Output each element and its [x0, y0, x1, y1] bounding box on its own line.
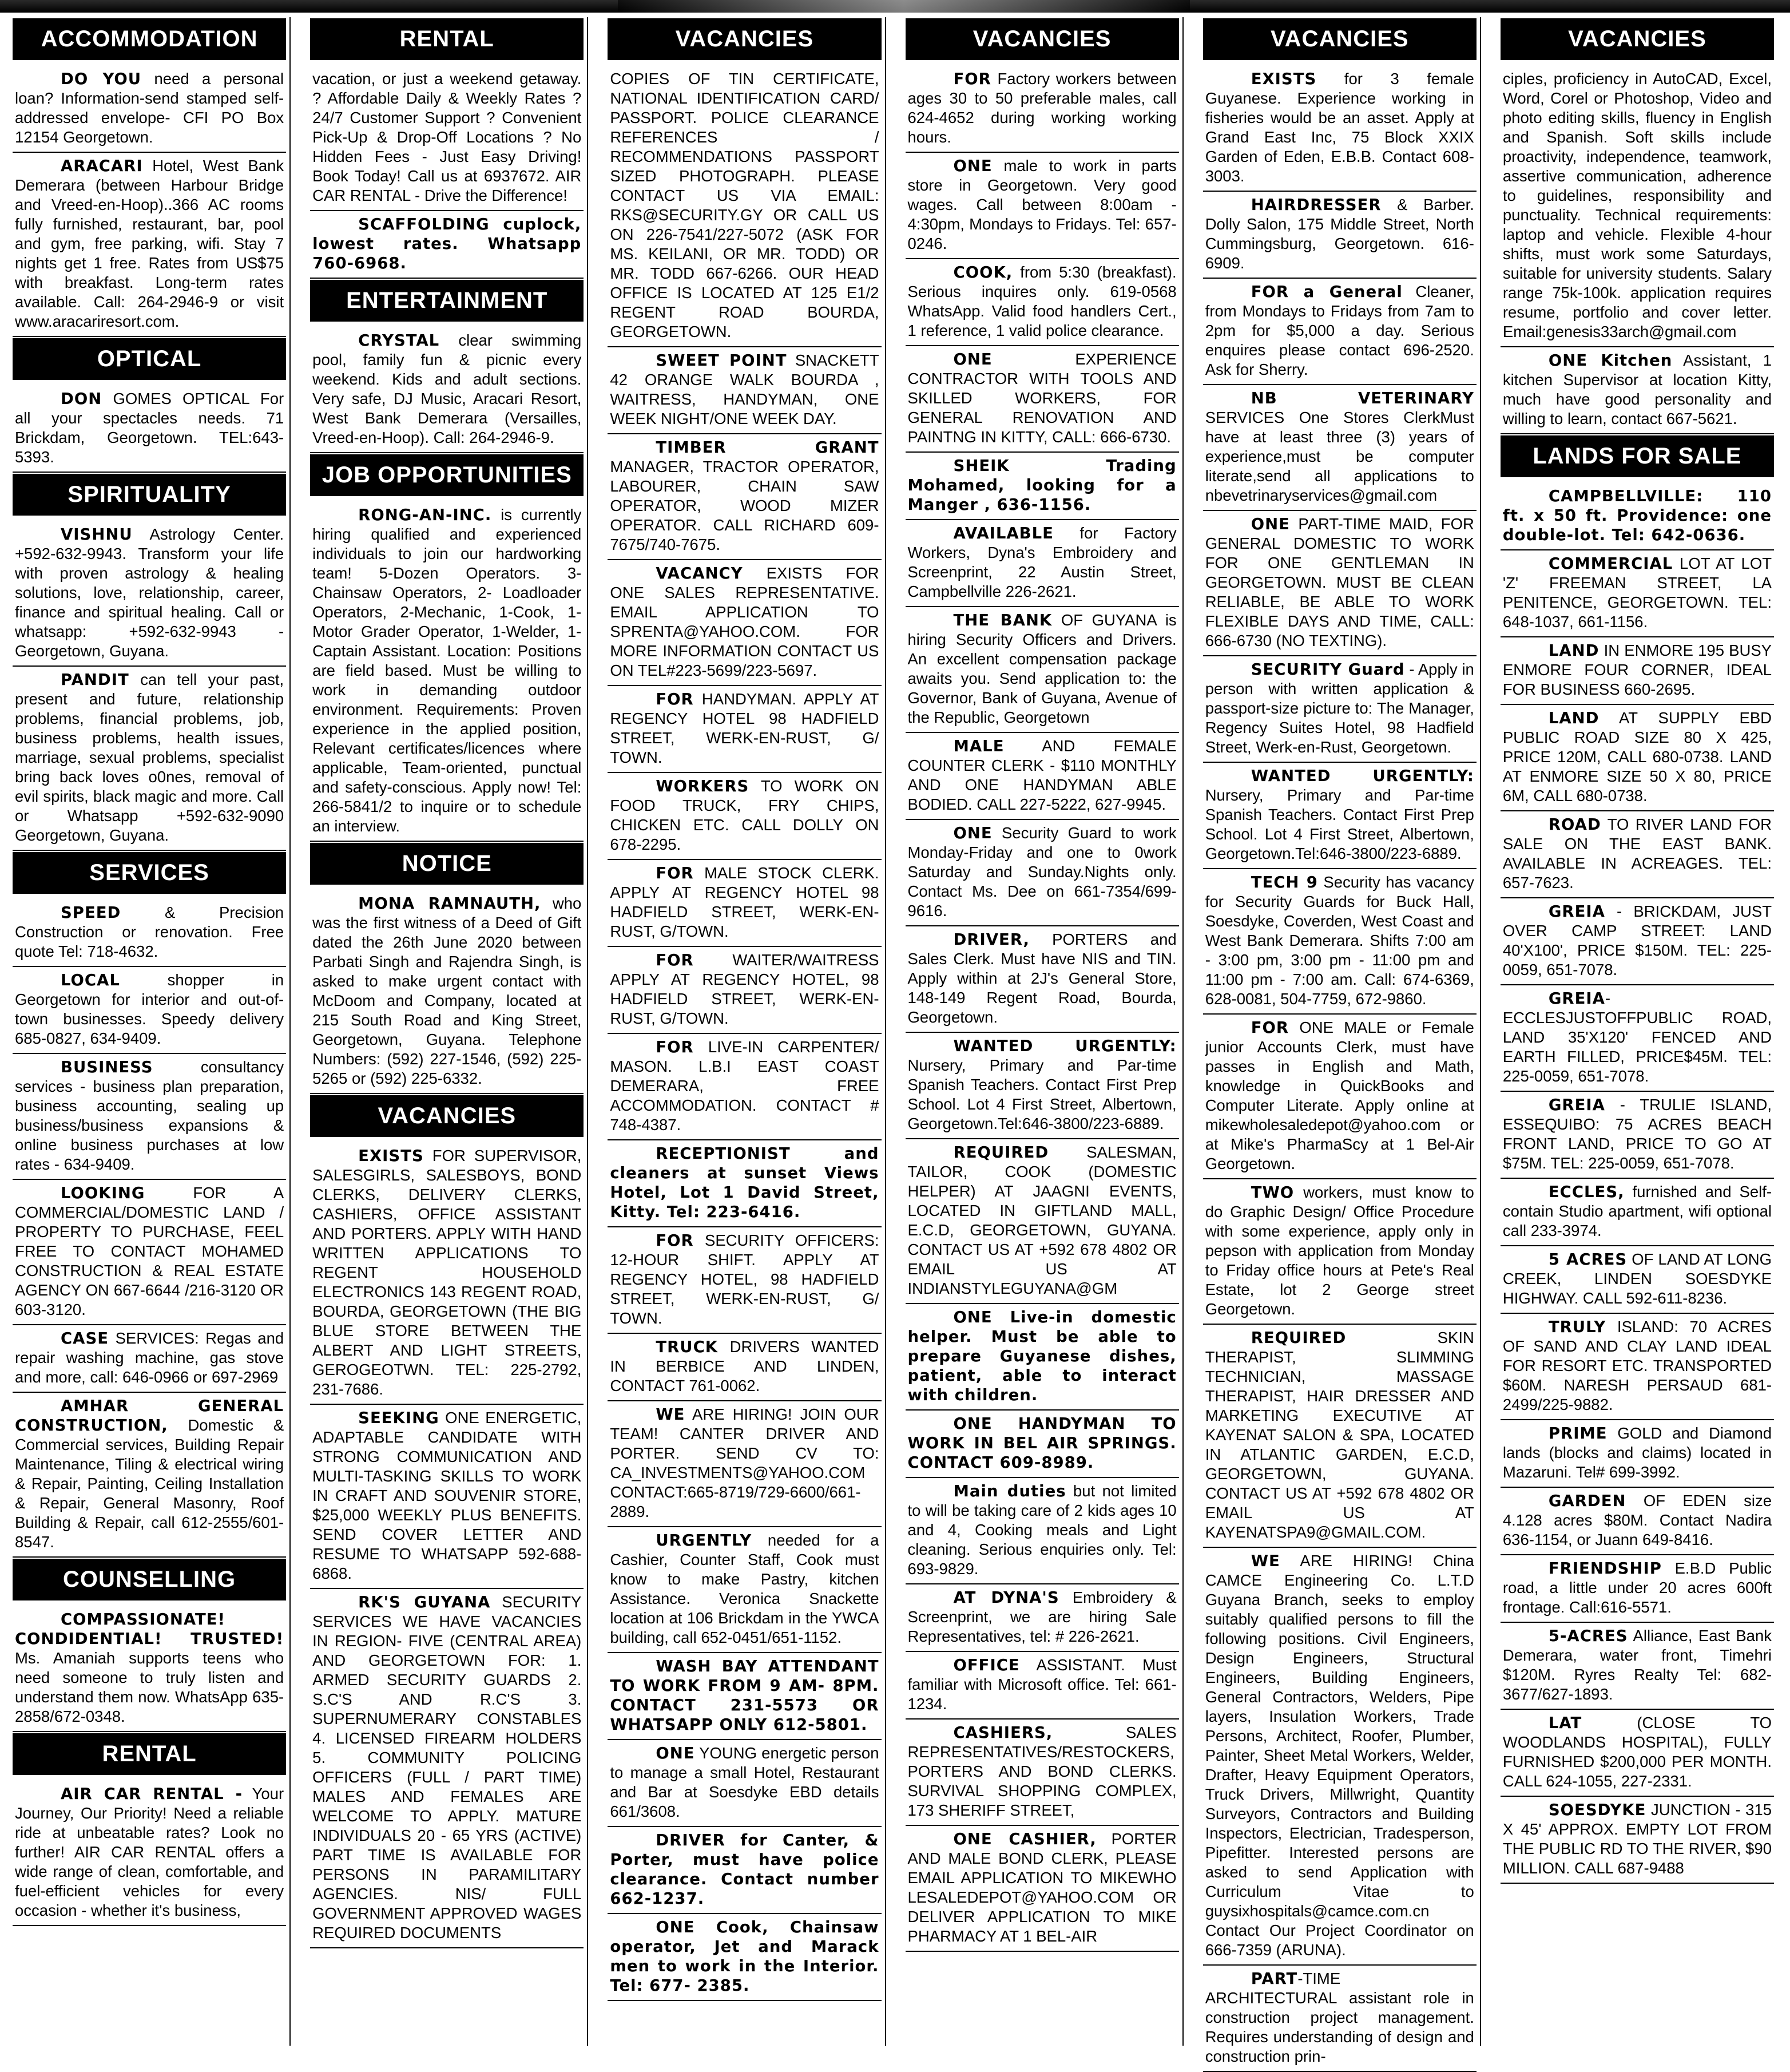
- classified-ad: [310, 327, 584, 453]
- ad-lead-text: TIMBER GRANT: [656, 438, 879, 457]
- classified-ad: [1203, 66, 1477, 192]
- ad-lead-text: REQUIRED: [953, 1143, 1049, 1162]
- classified-ad: [13, 66, 286, 153]
- ad-body-text: for 3 female Guyanese. Experience working in fisheries would be an asset. Apply at Grand East Inc, 75 Block XXIX Garden of Eden, E.B.B. Contact 608-3003.: [1205, 70, 1474, 185]
- classified-ad: [1501, 705, 1774, 811]
- classified-ad: [13, 1325, 286, 1393]
- classified-ad: [1501, 1797, 1774, 1884]
- column-3: [608, 17, 886, 2046]
- ad-lead-text: ONE: [656, 1744, 695, 1762]
- ad-lead-text: MALE: [953, 737, 1005, 755]
- section-heading: COUNSELLING: [13, 1559, 286, 1600]
- classified-ad: [13, 900, 286, 967]
- ad-lead-text: GREIA: [1548, 902, 1605, 921]
- ad-body-text: Factory workers between ages 30 to 50 preferable males, call 624-4652 during working working hours.: [907, 70, 1177, 146]
- ad-lead-text: AMHAR GENERAL CONSTRUCTION,: [15, 1397, 284, 1435]
- classified-ad: [1203, 869, 1477, 1015]
- ad-lead-text: VISHNU: [61, 525, 133, 544]
- ad-body-text: is currently hiring qualified and experienced individuals to join our hardworking team! 5-Dozen Operators. 3-Chainsaw Operators, 2- Loadloader Operators, 2-Mechanic, 1-Cook, 1-Motor Grader Operator, 1-Welder, 1-Captain Assistant. Location: Positions are field based. Must be willing to work in demanding outdoor environment. Requirements: Proven experience in the applied position, Relevant certificates/licences where applicable, Team-oriented, punctual and safety-conscious. Apply now! Tel: 266-5841/2 to inquire or to schedule an interview.: [312, 506, 582, 835]
- ad-body-text: can tell your past, present and future, relationship problems, financial problems, job, business problems, health issues, marriage, sexual problems, specialist bring back loves o0nes, removal of evil spirits, black magic and more. Call or Whatsapp +592-632-9090 Georgetown, Guyana.: [15, 671, 284, 844]
- classified-ad: [1203, 1966, 1477, 2072]
- classified-ad: [13, 521, 286, 667]
- ad-lead-text: CAMPBELLVILLE: 110 ft. x 50 ft. Providence: one double-lot. Tel: 642-0636.: [1502, 487, 1772, 544]
- ad-body-text: workers, must know to do Graphic Design/ Office Procedure with some experience, apply only in pepson with application from Monday to Friday office hours at Pete's Real Estate, lot 2 George street Georgetown.: [1205, 1183, 1474, 1318]
- section-heading: VACANCIES: [906, 18, 1179, 60]
- classified-ad: [1501, 550, 1774, 637]
- ad-lead-text: FOR: [953, 70, 991, 88]
- ad-lead-text: GREIA: [1548, 1096, 1605, 1114]
- column-2: [310, 17, 588, 2046]
- ad-body-text: OF GUYANA is hiring Security Officers and Drivers. An excellent compensation package awaits you. Send application to: the Governor, Bank of Guyana, Avenue of the Republic, Georgetown: [907, 611, 1177, 726]
- classified-ad: [608, 1401, 881, 1527]
- classified-ad: [1501, 1555, 1774, 1623]
- ad-body-text: COPIES OF TIN CERTIFICATE, NATIONAL IDENTIFICATION CARD/ PASSPORT. POLICE CLEARANCE REFERENCES / RECOMMENDATIONS PASSPORT SIZED PHOTOGRAPH. PLEASE CONTACT US VIA EMAIL: RKS@SECURITY.GY OR CALL US ON 226-7541/227-5072 (ASK FOR MS. KEILANI, OR MR. TODD) OR MR. TODD 667-6266. OUR HEAD OFFICE IS LOCATED AT 125 E1/2 REGENT ROAD BOURDA, GEORGETOWN.: [610, 70, 879, 340]
- ad-lead-text: MONA RAMNAUTH,: [358, 894, 541, 913]
- classified-ad: [608, 1334, 881, 1401]
- classified-ad: [13, 667, 286, 851]
- ad-body-text: ONE ENERGETIC, ADAPTABLE CANDIDATE WITH STRONG COMMUNICATION AND MULTI-TASKING SKILLS TO WORK IN CRAFT AND SOUVENIR STORE, $25,000 WEEKLY PLUS BENEFITS. SEND COVER LETTER AND RESUME TO WHATSAPP 592-688-6868.: [312, 1409, 582, 1582]
- ad-lead-text: FOR: [656, 951, 694, 969]
- ad-body-text: need a personal loan? Information-send stamped self-addressed envelope- CFI PO Box 12154 Georgetown.: [15, 70, 284, 146]
- ad-lead-text: FOR: [656, 1231, 694, 1250]
- ad-lead-text: GREIA: [1548, 989, 1605, 1008]
- classified-ad: [906, 346, 1179, 453]
- classifieds-page: [13, 17, 1777, 2065]
- classified-ad: [1501, 1488, 1774, 1555]
- section-heading: ACCOMMODATION: [13, 18, 286, 60]
- ad-lead-text: THE BANK: [953, 611, 1053, 629]
- classified-ad: [906, 520, 1179, 607]
- classified-ad: [310, 1589, 584, 1948]
- classified-ad: [906, 733, 1179, 820]
- ad-body-text: AND FEMALE COUNTER CLERK - $110 MONTHLY AND ONE HANDYMAN ABLE BODIED. CALL 227-5222, 627-9945.: [907, 737, 1177, 813]
- section-heading: LANDS FOR SALE: [1501, 435, 1774, 477]
- ad-body-text: Astrology Center. +592-632-9943. Transform your life with proven astrology & healing solutions, love, relationship, career, finance and spiritual healing. Call or whatsapp: +592-632-9943 - Georgetown, Guyana.: [15, 525, 284, 660]
- classified-ad: [906, 1720, 1179, 1826]
- column-6: [1501, 17, 1777, 2046]
- classified-ad: [906, 1584, 1179, 1652]
- ad-lead-text: AT DYNA'S: [953, 1588, 1059, 1607]
- ad-body-text: Your Journey, Our Priority! Need a reliable ride at unbeatable rates? Look no further! AIR CAR RENTAL offers a wide range of clean, comfortable, and fuel-efficient vehicles for every occasion - whether it's business,: [15, 1785, 284, 1919]
- ad-body-text: PART-TIME MAID, FOR GENERAL DOMESTIC TO WORK FOR ONE GENTLEMAN IN GEORGETOWN. MUST BE CLEAN RELIABLE, BE ABLE TO WORK FLEXIBLE DAYS AND TIME, CALL: 666-6730 (NO TEXTING).: [1205, 515, 1474, 649]
- ad-body-text: who was the first witness of a Deed of Gift dated the 26th June 2020 between Parbati Singh and Rajendra Singh, is asked to make urgent contact with McDoom and Company, located at 215 South Road and King Street, Georgetown, Guyana. Telephone Numbers: (592) 227-1546, (592) 225-5265 or (592) 225-6332.: [312, 894, 582, 1087]
- ad-body-text: PORTERS and Sales Clerk. Must have NIS and TIN. Apply within at 2J's General Store, 148-149 Regent Road, Bourda, Georgetown.: [907, 930, 1177, 1026]
- classified-ad: [906, 1411, 1179, 1478]
- ad-body-text: clear swimming pool, family fun & picnic every weekend. Kids and adult sections. Very safe, DJ Music, Aracari Resort, West Bank Demerara (Versailles, Vreed-en-Hoop). Call: 264-2946-9.: [312, 331, 582, 446]
- ad-body-text: OF EDEN size 4.128 acres $80M. Contact Nadira 636-1154, or Juann 649-8416.: [1502, 1492, 1772, 1548]
- ad-body-text: E.B.D Public road, a little under 20 acres 600ft frontage. Call:616-5571.: [1502, 1559, 1772, 1616]
- ad-lead-text: WORKERS: [656, 777, 749, 795]
- ad-lead-text: BUSINESS: [61, 1058, 153, 1076]
- classified-ad: [906, 1826, 1179, 1952]
- classified-ad: [608, 66, 881, 347]
- ad-body-text: for Factory Workers, Dyna's Embroidery and Screenprint, 22 Austin Street, Campbellville 226-2621.: [907, 524, 1177, 600]
- ad-body-text: ASSISTANT. Must familiar with Microsoft office. Tel: 661-1234.: [907, 1656, 1177, 1713]
- ad-lead-text: LAT: [1548, 1714, 1582, 1732]
- ad-lead-text: ONE: [953, 824, 993, 842]
- ad-lead-text: ONE Kitchen: [1548, 351, 1673, 370]
- ad-body-text: WAITER/WAITRESS APPLY AT REGENCY HOTEL, 98 HADFIELD STREET, WERK-EN-RUST, G/TOWN.: [610, 951, 879, 1027]
- ad-lead-text: FRIENDSHIP: [1548, 1559, 1662, 1578]
- ad-body-text: GOMES OPTICAL For all your spectacles needs. 71 Brickdam, Georgetown. TEL:643-5393.: [15, 390, 284, 466]
- ad-body-text: (CLOSE TO WOODLANDS HOSPITAL), FULLY FURNISHED $200,000 PER MONTH. CALL 624-1055, 227-2331.: [1502, 1714, 1772, 1790]
- ad-body-text: EXISTS FOR ONE SALES REPRESENTATIVE. EMAIL APPLICATION TO SPRENTA@YAHOO.COM. FOR MORE INFORMATION CONTACT US ON TEL#223-5699/223-5697.: [610, 564, 879, 679]
- ad-body-text: ARE HIRING! China CAMCE Engineering Co. L.T.D Guyana Branch, seeks to employ suitably qualified persons to fill the following positions. Civil Engineers, Design Engineers, Structural Engineers, Building Engineers, General Contractors, Welders, Pipe layers, Insulation Workers, Trade Persons, Architect, Roofer, Plumber, Painter, Sheet Metal Workers, Welder, Drafter, Heavy Equipment Operators, Truck Drivers, Millwright, Quantity Surveyors, Contractors and Building Inspectors, Electrician, Tradesperson, Pipefitter. Interested persons are asked to send Application with Curriculum Vitae to guysixhospitals@camce.com.cn Contact Our Project Coordinator on 666-7359 (ARUNA).: [1205, 1552, 1474, 1959]
- classified-ad: [1203, 279, 1477, 385]
- ad-body-text: & Precision Construction or renovation. Free quote Tel: 718-4632.: [15, 904, 284, 960]
- ad-body-text: LIVE-IN CARPENTER/ MASON. L.B.I EAST COAST DEMERARA, FREE ACCOMMODATION. CONTACT # 748-4387.: [610, 1038, 879, 1134]
- ad-body-text: JUNCTION - 315 X 45' APPROX. EMPTY LOT FROM THE PUBLIC RD TO THE RIVER, $90 MILLION. CALL 687-9488: [1502, 1801, 1772, 1877]
- ad-body-text: GOLD and Diamond lands (blocks and claims) located in Mazaruni. Tel# 699-3992.: [1502, 1424, 1772, 1481]
- ad-body-text: DRIVERS WANTED IN BERBICE AND LINDEN, CONTACT 761-0062.: [610, 1338, 879, 1394]
- ad-lead-text: HAIRDRESSER: [1251, 196, 1382, 214]
- ad-lead-text: PART: [1251, 1970, 1298, 1988]
- ad-lead-text: ONE Live-in domestic helper. Must be able to prepare Guyanese dishes, patient, able to interact with children.: [907, 1308, 1177, 1404]
- classified-ad: [906, 259, 1179, 346]
- classified-ad: [906, 926, 1179, 1033]
- ad-lead-text: RONG-AN-INC.: [358, 506, 492, 524]
- ad-body-text: LOT AT LOT 'Z' FREEMAN STREET, LA PENITENCE, GEORGETOWN. TEL: 648-1037, 661-1156.: [1502, 554, 1772, 631]
- ad-lead-text: RK'S GUYANA: [358, 1593, 491, 1611]
- classified-ad: [1203, 385, 1477, 511]
- classified-ad: [608, 434, 881, 560]
- ad-body-text: - Apply in person with written application & passport-size picture to: The Manager, Regency Suites Hotel, 98 Hadfield Street, Werk-en-Rust, Georgetown.: [1205, 660, 1474, 756]
- ad-lead-text: COMPASSIONATE! CONDIDENTIAL! TRUSTED!: [15, 1610, 284, 1648]
- section-heading: VACANCIES: [310, 1095, 584, 1137]
- classified-ad: [608, 1034, 881, 1140]
- ad-lead-text: ONE CASHIER,: [953, 1830, 1097, 1848]
- ad-lead-text: OFFICE: [953, 1656, 1020, 1674]
- classified-ad: [906, 66, 1179, 153]
- ad-body-text: male to work in parts store in Georgetown. Very good wages. Call between 8:00am - 4:30pm, Mondays to Fridays. Tel: 657-0246.: [907, 157, 1177, 252]
- ad-lead-text: FOR a General: [1251, 283, 1403, 301]
- ad-body-text: SECURITY SERVICES WE HAVE VACANCIES IN REGION- FIVE (CENTRAL AREA) AND GEORGETOWN FOR: 1. ARMED SECURITY GUARDS 2. S.C'S AND R.C'S 3. SUPERNUMERARY CONSTABLES 4. LICENSED FIREARM HOLDERS 5. COMMUNITY POLICING OFFICERS (FULL / PART TIME) MALES AND FEMALES ARE WELCOME TO APPLY. MATURE INDIVIDUALS 20 - 65 YRS (ACTIVE) PART TIME IS AVAILABLE FOR PERSONS IN PARAMILITARY AGENCIES. NIS/ FULL GOVERNMENT APPROVED WAGES REQUIRED DOCUMENTS: [312, 1593, 582, 1942]
- section-heading: JOB OPPORTUNITIES: [310, 454, 584, 496]
- ad-lead-text: ONE HANDYMAN TO WORK IN BEL AIR SPRINGS. CONTACT 609-8989.: [907, 1415, 1177, 1472]
- ad-lead-text: LAND: [1548, 709, 1600, 727]
- ad-body-text: SNACKETT 42 ORANGE WALK BOURDA , WAITRESS, HANDYMAN, ONE WEEK NIGHT/ONE WEEK DAY.: [610, 351, 879, 427]
- section-heading: RENTAL: [310, 18, 584, 60]
- ad-body-text: Nursery, Primary and Par-time Spanish Teachers. Contact First Prep School. Lot 4 First Street, Albertown, Georgetown.Tel:646-3800/223-6889.: [1205, 786, 1474, 862]
- column-5: [1203, 17, 1481, 2065]
- ad-body-text: Assistant, 1 kitchen Supervisor at location Kitty, much have good personality and willing to learn, contact 667-5621.: [1502, 351, 1772, 427]
- ad-body-text: AT SUPPLY EBD PUBLIC ROAD SIZE 80 X 425, PRICE 120M, CALL 680-0738. LAND AT ENMORE SIZE 50 X 80, PRICE 6M, CALL 680-0738.: [1502, 709, 1772, 805]
- ad-body-text: FOR SUPERVISOR, SALESGIRLS, SALESBOYS, BOND CLERKS, DELIVERY CLERKS, CASHIERS, OFFICE ASSISTANT AND PORTERS. APPLY WITH HAND WRITTEN APPLICATIONS TO REGENT HOUSEHOLD ELECTRONICS 143 REGENT ROAD, BOURDA, GEORGETOWN (THE BIG BLUE STORE BETWEEN THE ALBERT AND LIGHT STREETS, GEROGEOTWN. TEL: 225-2792, 231-7686.: [312, 1147, 582, 1398]
- classified-ad: [906, 453, 1179, 520]
- section-heading: VACANCIES: [608, 18, 881, 60]
- classified-ad: [906, 1033, 1179, 1139]
- classified-ad: [13, 1606, 286, 1732]
- classified-ad: [608, 1740, 881, 1827]
- ad-lead-text: WANTED URGENTLY:: [953, 1037, 1177, 1055]
- ad-body-text: -TIME ARCHITECTURAL assistant role in construction project management. Requires understanding of design and construction prin-: [1205, 1970, 1474, 2065]
- ad-body-text: TO RIVER LAND FOR SALE ON THE EAST BANK. AVAILABLE IN ACREAGES. TEL: 657-7623.: [1502, 815, 1772, 892]
- classified-ad: [906, 1304, 1179, 1411]
- section-heading: SERVICES: [13, 852, 286, 894]
- ad-lead-text: ONE: [953, 157, 993, 175]
- classified-ad: [608, 347, 881, 434]
- section-heading: VACANCIES: [1203, 18, 1477, 60]
- ad-lead-text: ECCLES,: [1548, 1183, 1625, 1201]
- classified-ad: [310, 890, 584, 1094]
- classified-ad: [310, 1405, 584, 1589]
- ad-lead-text: NB VETERINARY: [1251, 389, 1474, 407]
- ad-lead-text: DRIVER,: [953, 930, 1030, 949]
- ad-lead-text: 5 ACRES: [1548, 1250, 1628, 1269]
- ad-body-text: - TRULIE ISLAND, ESSEQUIBO: 75 ACRES BEACH FRONT LAND, PRICE TO GO AT $75M. TEL: 225-0059, 651-7078.: [1502, 1096, 1772, 1172]
- ad-body-text: from 5:30 (breakfast). Serious inquires only. 619-0568 WhatsApp. Valid food handlers Cert., 1 reference, 1 valid police clearance.: [907, 263, 1177, 339]
- classified-ad: [1501, 898, 1774, 985]
- ad-body-text: SKIN THERAPIST, SLIMMING TECHNICIAN, MASSAGE THERAPIST, HAIR DRESSER AND MARKETING EXECUTIVE AT KAYENAT SALON & SPA, LOCATED IN ATLANTIC GARDEN, E.C.D, GEORGETOWN, GUYANA. CONTACT US AT +592 678 4802 OR EMAIL US AT KAYENATSPA9@GMAIL.COM.: [1205, 1329, 1474, 1541]
- classified-ad: [1501, 811, 1774, 898]
- ad-lead-text: DO YOU: [61, 70, 142, 88]
- ad-lead-text: ARACARI: [61, 157, 143, 175]
- ad-lead-text: SPEED: [61, 904, 121, 922]
- ad-body-text: needed for a Cashier, Counter Staff, Cook must know to make Pastry, kitchen Assistance. Veronica Snackette location at 106 Brickdam in the YWCA building, call 652-0451/651-1152.: [610, 1531, 879, 1646]
- classified-ad: [13, 153, 286, 337]
- classified-ad: [1203, 1015, 1477, 1179]
- ad-lead-text: ROAD: [1548, 815, 1601, 834]
- ad-body-text: OF LAND AT LONG CREEK, LINDEN SOESDYKE HIGHWAY. CALL 592-611-8236.: [1502, 1250, 1772, 1307]
- ad-body-text: IN ENMORE 195 BUSY ENMORE FOUR CORNER, IDEAL FOR BUSINESS 660-2695.: [1502, 641, 1772, 698]
- classified-ad: [1501, 1710, 1774, 1797]
- classified-ad: [1203, 192, 1477, 279]
- classified-ad: [1203, 511, 1477, 656]
- ad-body-text: FOR A COMMERCIAL/DOMESTIC LAND / PROPERTY TO PURCHASE, FEEL FREE TO CONTACT MOHAMED CONSTRUCTION & REAL ESTATE AGENCY ON 667-6644 /216-3120 OR 603-3120.: [15, 1184, 284, 1318]
- ad-lead-text: TECH 9: [1251, 873, 1318, 892]
- classified-ad: [1501, 985, 1774, 1092]
- section-heading: RENTAL: [13, 1733, 286, 1775]
- ad-body-text: furnished and Self-contain Studio apartment, wifi optional call 233-3974.: [1502, 1183, 1772, 1239]
- ad-lead-text: 5-ACRES: [1548, 1627, 1628, 1645]
- ad-lead-text: AVAILABLE: [953, 524, 1054, 542]
- classified-ad: [906, 1652, 1179, 1720]
- classified-ad: [608, 773, 881, 860]
- ad-lead-text: TRUCK: [656, 1338, 719, 1356]
- ad-body-text: vacation, or just a weekend getaway. ? Affordable Daily & Weekly Rates ? 24/7 Customer Support ? Convenient Pick-Up & Drop-Off Locations ? No Hidden Fees - Just Easy Driving! Book Today! Call us at 6937672. AIR CAR RENTAL - Drive the Difference!: [312, 70, 582, 204]
- ad-body-text: shopper in Georgetown for interior and out-of-town businesses. Speedy delivery 685-0827, 634-9409.: [15, 971, 284, 1047]
- classified-ad: [310, 1143, 584, 1405]
- ad-body-text: consultancy services - business plan preparation, business accounting, sealing up business/business expansions & online business purchases at low rates - 634-9409.: [15, 1058, 284, 1173]
- classified-ad: [310, 66, 584, 211]
- ad-body-text: PORTER AND MALE BOND CLERK, PLEASE EMAIL APPLICATION TO MIKEWHO LESALEDEPOT@YAHOO.COM OR DELIVER APPLICATION TO MIKE PHARMACY AT 1 BEL-AIR: [907, 1830, 1177, 1945]
- ad-lead-text: WE: [656, 1405, 685, 1424]
- classified-ad: [608, 560, 881, 686]
- ad-lead-text: PRIME: [1548, 1424, 1608, 1443]
- classified-ad: [310, 502, 584, 842]
- ad-lead-text: SCAFFOLDING cuplock, lowest rates. Whatsapp 760-6968.: [312, 215, 582, 272]
- classified-ad: [1203, 1325, 1477, 1548]
- ad-body-text: SERVICES One Stores ClerkMust have at least three (3) years of experience,must be computer literate,send all applications to nbevetrinaryservices@gmail.com: [1205, 409, 1474, 504]
- ad-body-text: Nursery, Primary and Par-time Spanish Teachers. Contact First Prep School. Lot 4 First Street, Albertown, Georgetown.Tel:646-3800/223-6889.: [907, 1056, 1177, 1132]
- classified-ad: [608, 1827, 881, 1914]
- ad-lead-text: TRULY: [1548, 1318, 1606, 1336]
- ad-lead-text: CASHIERS,: [953, 1724, 1053, 1742]
- ad-body-text: EXPERIENCE CONTRACTOR WITH TOOLS AND SKILLED WORKERS, FOR GENERAL RENOVATION AND PAINTNG IN KITTY, CALL: 666-6730.: [907, 350, 1177, 446]
- classified-ad: [608, 860, 881, 947]
- classified-ad: [13, 386, 286, 473]
- ad-lead-text: PANDIT: [61, 671, 129, 689]
- classified-ad: [1501, 66, 1774, 347]
- ad-lead-text: ONE Cook, Chainsaw operator, Jet and Marack men to work in the Interior. Tel: 677- 2385.: [610, 1918, 879, 1995]
- top-rule-sheen: [618, 0, 1190, 13]
- section-heading: OPTICAL: [13, 338, 286, 380]
- classified-ad: [1501, 1179, 1774, 1246]
- ad-lead-text: LOCAL: [61, 971, 120, 989]
- ad-lead-text: SEEKING: [358, 1409, 439, 1427]
- ad-lead-text: FOR: [656, 690, 694, 708]
- ad-lead-text: FOR: [656, 1038, 694, 1056]
- ad-body-text: Domestic & Commercial services, Building Repair Maintenance, Tiling & electrical wiring & Repair, Painting, Ceiling Installation & Repair, General Masonry, Roof Building & Repair, call 612-2555/601-8547.: [15, 1416, 284, 1551]
- column-4: [906, 17, 1184, 2046]
- ad-lead-text: GARDEN: [1548, 1492, 1626, 1510]
- ad-lead-text: REQUIRED: [1251, 1329, 1347, 1347]
- ad-lead-text: CRYSTAL: [358, 331, 440, 350]
- ad-body-text: SALESMAN, TAILOR, COOK (DOMESTIC HELPER) AT JAAGNI EVENTS, LOCATED IN GIFTLAND MALL, E.C.D, GEORGETOWN, GUYANA. CONTACT US AT +592 678 4802 OR EMAIL US AT INDIANSTYLEGUYANA@GM: [907, 1143, 1177, 1297]
- classified-ad: [608, 1227, 881, 1334]
- section-heading: NOTICE: [310, 843, 584, 885]
- ad-lead-text: COOK,: [953, 263, 1013, 282]
- classified-ad: [1501, 1092, 1774, 1179]
- classified-ad: [1203, 1179, 1477, 1325]
- classified-ad: [1203, 656, 1477, 763]
- ad-lead-text: ONE: [953, 350, 993, 369]
- ad-body-text: Alliance, East Bank Demerara, water front, Timehri $120M. Ryres Realty Tel: 682-3677/627-1893.: [1502, 1627, 1772, 1703]
- ad-body-text: YOUNG energetic person to manage a small Hotel, Restaurant and Bar at Soesdyke EBD details 661/3608.: [610, 1744, 879, 1820]
- ad-body-text: but not limited to will be taking care of 2 kids ages 10 and 4, Cooking meals and Light cleaning. Serious enquiries only. Tel: 693-9829.: [907, 1482, 1177, 1578]
- ad-body-text: SECURITY OFFICERS: 12-HOUR SHIFT. APPLY AT REGENCY HOTEL, 98 HADFIELD STREET, WERK-EN-RUST, G/ TOWN.: [610, 1231, 879, 1327]
- classified-ad: [1501, 1314, 1774, 1420]
- ad-body-text: & Barber. Dolly Salon, 175 Middle Street, North Cummingsburg, Georgetown. 616-6909.: [1205, 196, 1474, 272]
- ad-lead-text: URGENTLY: [656, 1531, 752, 1550]
- ad-body-text: Security Guard to work Monday-Friday and one to 0work Saturday and Sunday.Nights only. Contact Ms. Dee on 661-7354/699-9616.: [907, 824, 1177, 920]
- column-1: [13, 17, 291, 2046]
- ad-body-text: Hotel, West Bank Demerara (between Harbour Bridge and Vreed-en-Hoop)..366 AC rooms fully furnished, restaurant, bar, pool and gym, free parking, wifi. Stay 7 nights get 1 free. Rates from US$75 with breakfast. Long-term rates available. Call: 264-2946-9 or visit www.aracariresort.com.: [15, 157, 284, 330]
- classified-ad: [608, 947, 881, 1034]
- classified-ad: [906, 153, 1179, 259]
- ad-body-text: ONE MALE or Female junior Accounts Clerk, must have passes in English and Math, knowledge in QuickBooks and Computer Literate. Apply online at mikewholesaledepot@yahoo.com or at Mike's PharmaScy at 1 Bel-Air Georgetown.: [1205, 1019, 1474, 1172]
- ad-lead-text: CASE: [61, 1329, 109, 1348]
- section-heading: ENTERTAINMENT: [310, 280, 584, 322]
- classified-ad: [1501, 1420, 1774, 1488]
- ad-body-text: ISLAND: 70 ACRES OF SAND AND CLAY LAND IDEAL FOR RESORT ETC. TRANSPORTED $60M. NARESH PERSAUD 681-2499/225-9882.: [1502, 1318, 1772, 1413]
- ad-lead-text: WANTED URGENTLY:: [1251, 767, 1474, 785]
- section-heading: VACANCIES: [1501, 18, 1774, 60]
- ad-lead-text: DON: [61, 390, 102, 408]
- classified-ad: [906, 1478, 1179, 1584]
- section-heading: SPIRITUALITY: [13, 474, 286, 516]
- classified-ad: [608, 1140, 881, 1227]
- classified-ad: [1501, 483, 1774, 550]
- classified-ad: [13, 967, 286, 1054]
- ad-lead-text: EXISTS: [1251, 70, 1317, 88]
- ad-lead-text: RECEPTIONIST and cleaners at sunset Views Hotel, Lot 1 David Street, Kitty. Tel: 223-6416.: [610, 1144, 879, 1221]
- ad-body-text: -ECCLESJUSTOFFPUBLIC ROAD, LAND 35'X120' FENCED AND EARTH FILLED, PRICE$45M. TEL: 225-0059, 651-7078.: [1502, 989, 1772, 1085]
- classified-ad: [1203, 1548, 1477, 1966]
- classified-ad: [1501, 1246, 1774, 1314]
- ad-lead-text: COMMERCIAL: [1548, 554, 1673, 573]
- classified-ad: [310, 211, 584, 279]
- ad-body-text: Ms. Amaniah supports teens who need someone to truly listen and understand them now. WhatsApp 635-2858/672-0348.: [15, 1649, 284, 1725]
- top-rule: [0, 0, 1790, 13]
- ad-lead-text: SHEIK Trading Mohamed, looking for a Manger , 636-1156.: [907, 457, 1177, 514]
- ad-body-text: SALES REPRESENTATIVES/RESTOCKERS, PORTERS AND BOND CLERKS. SURVIVAL SHOPPING COMPLEX, 173 SHERIFF STREET,: [907, 1724, 1177, 1819]
- ad-lead-text: FOR: [1251, 1019, 1289, 1037]
- ad-body-text: Embroidery & Screenprint, we are hiring Sale Representatives, tel: # 226-2621.: [907, 1588, 1177, 1645]
- ad-lead-text: TWO: [1251, 1183, 1295, 1202]
- ad-lead-text: WE: [1251, 1552, 1280, 1570]
- classified-ad: [1501, 1623, 1774, 1710]
- ad-body-text: ARE HIRING! JOIN OUR TEAM! CANTER DRIVER AND PORTER. SEND CV TO: CA_INVESTMENTS@YAHOO.COM CONTACT:665-8719/729-6600/661-2889.: [610, 1405, 879, 1520]
- ad-lead-text: LAND: [1548, 641, 1600, 660]
- ad-body-text: Security has vacancy for Security Guards for Buck Hall, Soesdyke, Coverden, West Coast and West Bank Demerara. Shifts 7:00 am - 3:00 pm, 3:00 pm - 11:00 pm and 11:00 pm - 7:00 am. Call: 674-6369, 628-0081, 504-7759, 672-9860.: [1205, 873, 1474, 1008]
- ad-lead-text: EXISTS: [358, 1147, 424, 1165]
- classified-ad: [1203, 763, 1477, 869]
- classified-ad: [608, 686, 881, 773]
- classified-ad: [13, 1054, 286, 1180]
- ad-lead-text: DRIVER for Canter, & Porter, must have police clearance. Contact number 662-1237.: [610, 1831, 879, 1908]
- ad-body-text: MANAGER, TRACTOR OPERATOR, LABOURER, CHAIN SAW OPERATOR, WOOD MIZER OPERATOR. CALL RICHARD 609-7675/740-7675.: [610, 458, 879, 553]
- ad-lead-text: AIR CAR RENTAL -: [61, 1785, 243, 1803]
- ad-lead-text: FOR: [656, 864, 694, 882]
- ad-lead-text: SECURITY Guard: [1251, 660, 1405, 679]
- ad-body-text: TO WORK ON FOOD TRUCK, FRY CHIPS, CHICKEN ETC. CALL DOLLY ON 678-2295.: [610, 777, 879, 853]
- classified-ad: [608, 1527, 881, 1653]
- ad-lead-text: VACANCY: [656, 564, 743, 583]
- classified-ad: [13, 1180, 286, 1325]
- ad-lead-text: SWEET POINT: [656, 351, 787, 370]
- ad-body-text: MALE STOCK CLERK. APPLY AT REGENCY HOTEL 98 HADFIELD STREET, WERK-EN-RUST, G/TOWN.: [610, 864, 879, 940]
- classified-ad: [13, 1393, 286, 1558]
- classified-ad: [906, 820, 1179, 926]
- ad-body-text: - BRICKDAM, JUST OVER CAMP STREET: LAND 40'X100', PRICE $150M. TEL: 225-0059, 651-7078.: [1502, 902, 1772, 978]
- ad-lead-text: SOESDYKE: [1548, 1801, 1646, 1819]
- classified-ad: [1501, 637, 1774, 705]
- ad-lead-text: ONE: [1251, 515, 1290, 533]
- ad-lead-text: LOOKING: [61, 1184, 145, 1202]
- classified-ad: [906, 607, 1179, 733]
- ad-lead-text: Main duties: [953, 1482, 1066, 1500]
- ad-body-text: ciples, proficiency in AutoCAD, Excel, Word, Corel or Photoshop, Video and photo editing skills, fluency in English and Spanish. Soft skills include proactivity, independence, teamwork, assertive communication, adherence to guidelines, responsibility and punctuality. Technical requirements: laptop and vehicle. Flexible 4-hour shifts, must work some Saturdays, suitable for university students. Salary range 75k-100k. application requires resume, portfolio and cover letter. Email:genesis33arch@gmail.com: [1502, 70, 1772, 340]
- classified-ad: [1501, 347, 1774, 434]
- ad-body-text: HANDYMAN. APPLY AT REGENCY HOTEL 98 HADFIELD STREET, WERK-EN-RUST, G/ TOWN.: [610, 690, 879, 766]
- classified-ad: [608, 1914, 881, 2001]
- classified-ad: [13, 1781, 286, 1926]
- ad-body-text: SERVICES: Regas and repair washing machine, gas stove and more, call: 646-0966 or 697-2969: [15, 1329, 284, 1386]
- ad-lead-text: WASH BAY ATTENDANT TO WORK FROM 9 AM- 8PM. CONTACT 231-5573 OR WHATSAPP ONLY 612-5801.: [610, 1657, 879, 1734]
- ad-body-text: Cleaner, from Mondays to Fridays from 7am to 2pm for $5,000 a day. Serious enquires please contact 696-2520. Ask for Sherry.: [1205, 283, 1474, 378]
- classified-ad: [608, 1653, 881, 1740]
- classified-ad: [906, 1139, 1179, 1304]
